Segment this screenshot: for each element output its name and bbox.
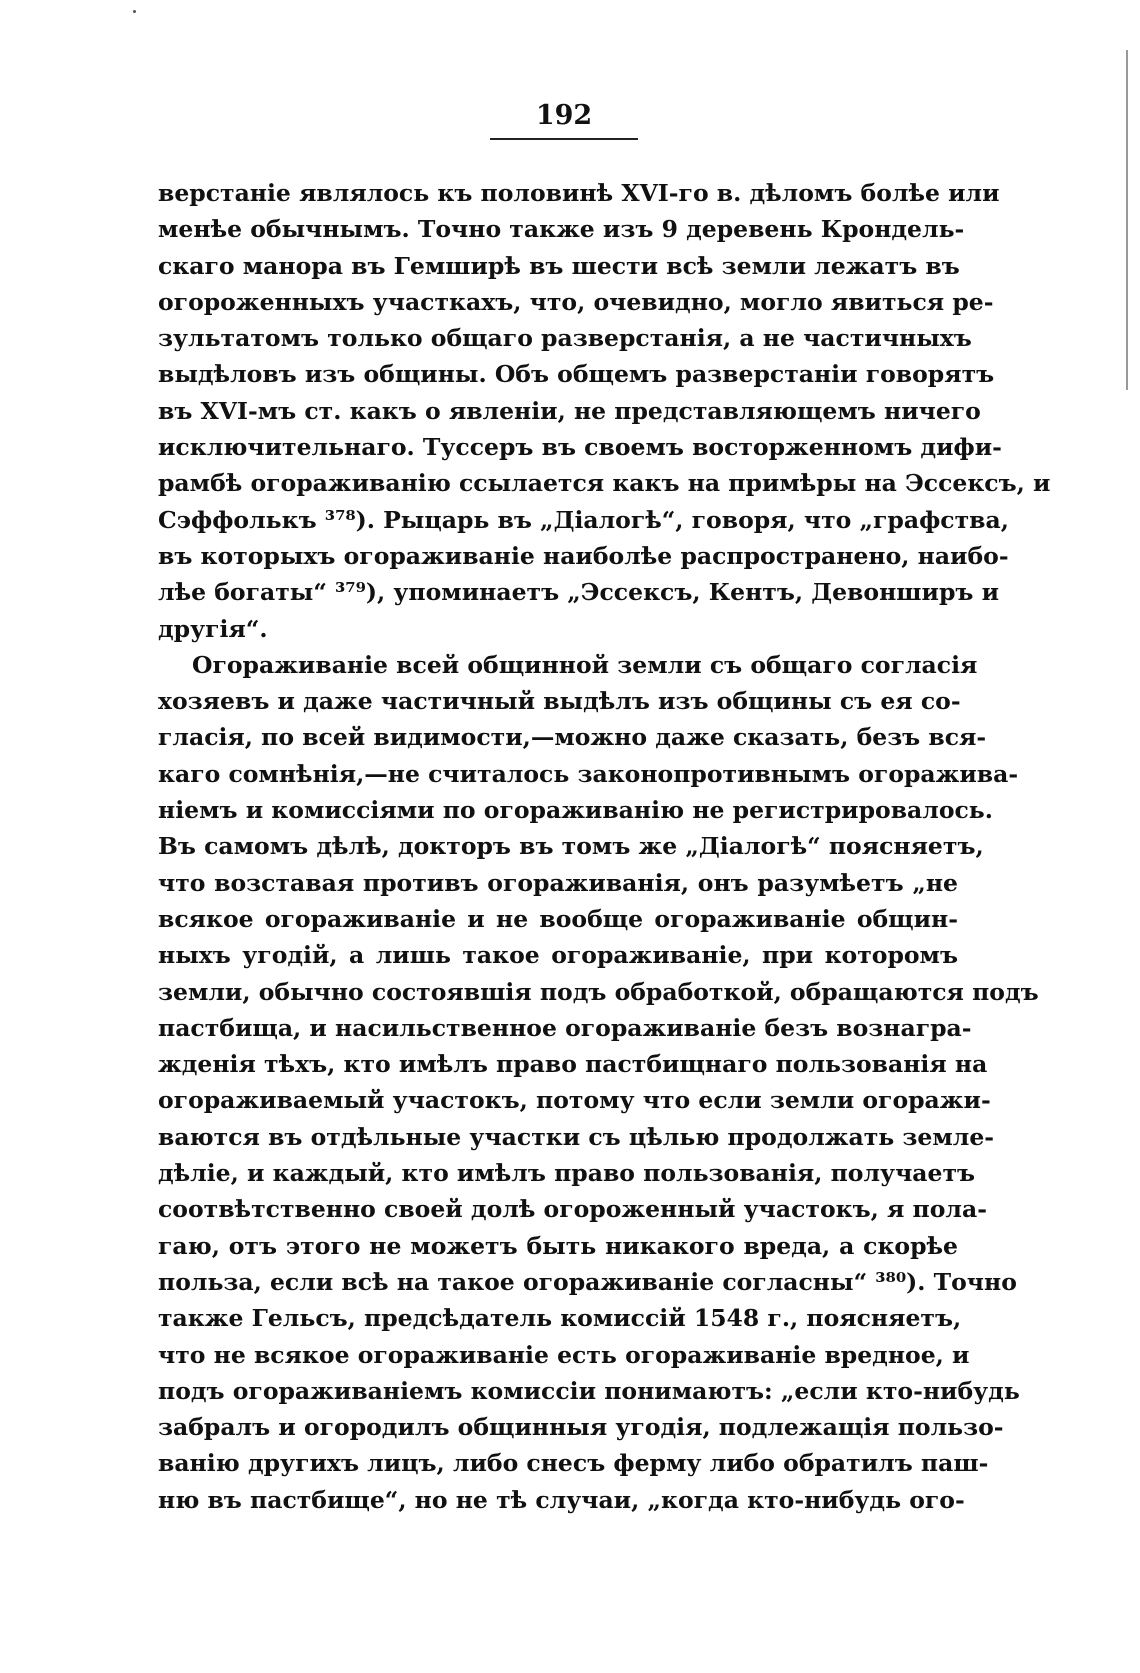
text-line: всякое огораживаніе и не вообще огораживаніе общин- xyxy=(158,904,958,933)
text-line: Сэффолькъ ³⁷⁸). Рыцарь въ „Діалогѣ“, говоря, что „графства, xyxy=(158,505,1009,534)
paper-speck xyxy=(133,10,136,13)
text-line: польза, если всѣ на такое огораживаніе согласны“ ³⁸⁰). Точно xyxy=(158,1267,1017,1296)
text-line: гласія, по всей видимости,—можно даже сказать, безъ вся- xyxy=(158,723,987,752)
text-line: Въ самомъ дѣлѣ, докторъ въ томъ же „Діалогѣ“ поясняетъ, xyxy=(158,832,984,861)
paragraph-end-line: другія“. xyxy=(158,614,268,643)
text-line: дѣліе, и каждый, кто имѣлъ право пользованія, получаетъ xyxy=(158,1159,976,1188)
text-line: соотвѣтственно своей долѣ огороженный участокъ, я пола- xyxy=(158,1195,987,1224)
text-line: ванію другихъ лицъ, либо снесъ ферму либо обратилъ паш- xyxy=(158,1449,989,1478)
text-line: въ XVI-мъ ст. какъ о явленіи, не представляющемъ ничего xyxy=(158,396,981,425)
text-line: каго сомнѣнія,—не считалось законопротивнымъ огоражива- xyxy=(158,759,1019,788)
text-line: рамбѣ огораживанію ссылается какъ на примѣры на Эссексъ, и xyxy=(158,469,1051,498)
text-line: скаго манора въ Гемширѣ въ шести всѣ земли лежатъ въ xyxy=(158,251,960,280)
paragraph-first-line: Огораживаніе всей общинной земли съ общаго согласія xyxy=(192,650,978,679)
text-line: зультатомъ только общаго разверстанія, а не частичныхъ xyxy=(158,324,972,353)
text-line: жденія тѣхъ, кто имѣлъ право пастбищнаго пользованія на xyxy=(158,1050,988,1079)
text-line: верстаніе являлось къ половинѣ XVI-го в. дѣломъ болѣе или xyxy=(158,179,1000,207)
text-line: пастбища, и насильственное огораживаніе безъ вознагра- xyxy=(158,1013,972,1042)
text-line: лѣе богаты“ ³⁷⁹), упоминаетъ „Эссексъ, Кентъ, Девонширъ и xyxy=(158,578,1000,607)
text-line: менѣе обычнымъ. Точно также изъ 9 деревень Крондель- xyxy=(158,215,965,244)
text-line: забралъ и огородилъ общинныя угодія, подлежащія пользо- xyxy=(158,1413,1004,1442)
text-line: исключительнаго. Туссеръ въ своемъ восторженномъ дифи- xyxy=(158,433,1002,462)
text-line: огороженныхъ участкахъ, что, очевидно, могло явиться ре- xyxy=(158,287,994,316)
text-line: ваются въ отдѣльные участки съ цѣлью продолжать земле- xyxy=(158,1122,995,1151)
text-line: что не всякое огораживаніе есть огораживаніе вредное, и xyxy=(158,1340,970,1369)
body-text xyxy=(158,175,1051,1518)
text-line: гаю, отъ этого не можетъ быть никакого вреда, а скорѣе xyxy=(158,1231,958,1260)
page-number-rule xyxy=(490,138,638,140)
text-line: въ которыхъ огораживаніе наиболѣе распространено, наибо- xyxy=(158,541,1009,570)
text-line: также Гельсъ, предсѣдатель комиссій 1548 г., поясняетъ, xyxy=(158,1304,962,1333)
text-line: земли, обычно состоявшія подъ обработкой, обращаются подъ xyxy=(158,977,1039,1006)
text-line: выдѣловъ изъ общины. Объ общемъ разверстаніи говорятъ xyxy=(158,360,995,389)
scan-edge-line xyxy=(1126,50,1128,390)
text-line: ніемъ и комиссіями по огораживанію не регистрировалось. xyxy=(158,796,993,825)
page-number: 192 xyxy=(535,100,593,131)
text-line: ныхъ угодій, а лишь такое огораживаніе, при которомъ xyxy=(158,941,958,970)
text-line: что возставая противъ огораживанія, онъ разумѣетъ „не xyxy=(158,868,958,897)
text-line: подъ огораживаніемъ комиссіи понимаютъ: „если кто-нибудь xyxy=(158,1376,1020,1405)
text-line: хозяевъ и даже частичный выдѣлъ изъ общины съ ея со- xyxy=(158,687,961,716)
text-line: ню въ пастбище“, но не тѣ случаи, „когда кто-нибудь ого- xyxy=(158,1485,965,1514)
text-line: огораживаемый участокъ, потому что если земли огоражи- xyxy=(158,1086,991,1115)
